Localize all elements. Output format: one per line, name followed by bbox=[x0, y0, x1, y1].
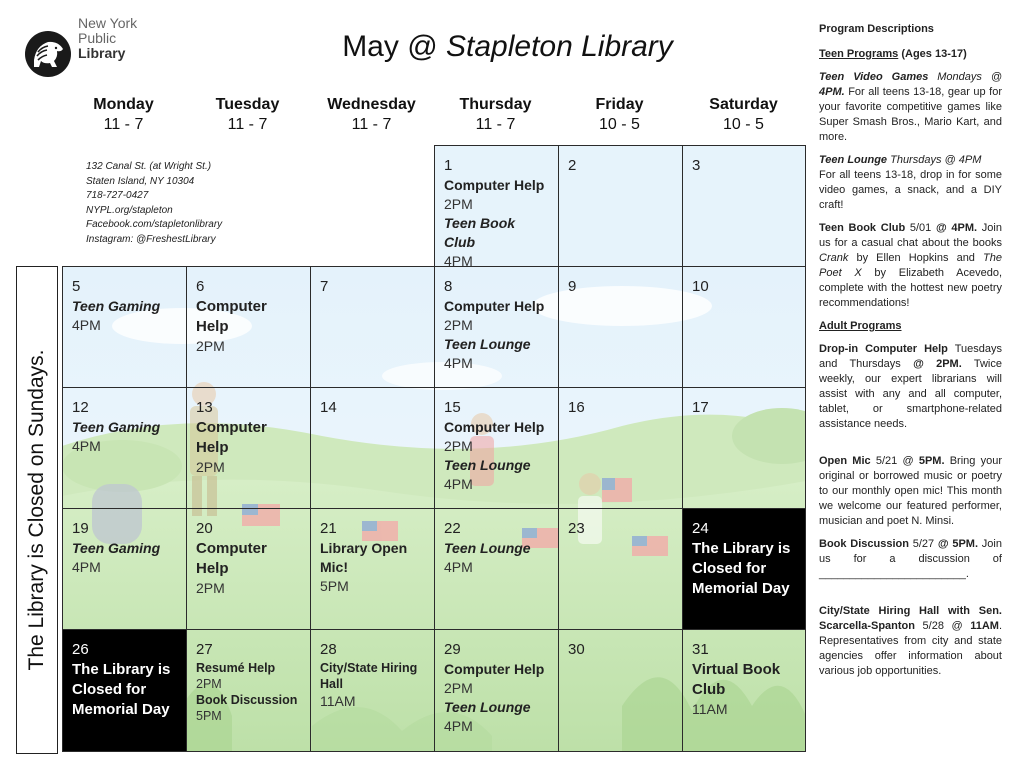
event-name: Teen Lounge bbox=[444, 699, 531, 715]
website-line: NYPL.org/stapleton bbox=[86, 204, 173, 216]
computer-help-desc bbox=[819, 342, 1002, 432]
event-name: Resumé Help bbox=[196, 661, 276, 675]
calendar-day-19 bbox=[62, 508, 187, 630]
day-name: Friday bbox=[595, 96, 644, 113]
city-line: Staten Island, NY 10304 bbox=[86, 175, 195, 187]
program-desc: Join us for a casual chat about the books bbox=[819, 222, 1002, 249]
day-name: Tuesday bbox=[215, 96, 280, 113]
program-name: Teen Video Games bbox=[819, 71, 929, 83]
nypl-logo bbox=[24, 16, 154, 78]
program-desc: For all teens 13-18, gear up for your favorite competitive games like Super Smash Bros., Mario Kart, and more. bbox=[819, 86, 1002, 143]
event-name: Computer Help bbox=[444, 298, 545, 314]
day-hours: 11 - 7 bbox=[475, 116, 516, 133]
calendar-day-12 bbox=[62, 387, 187, 509]
program-desc: Bring your original or borrowed music or poetry to our monthly open mic! This month we welcome our featured performer, musician and poet N. Minsi. bbox=[819, 455, 1002, 527]
program-date: 5/27 bbox=[908, 538, 938, 550]
day-header-wednesday bbox=[310, 95, 433, 135]
event-name: Teen Gaming bbox=[72, 419, 161, 435]
program-desc: Join us for a discussion of ________________________. bbox=[819, 538, 1002, 580]
day-number: 23 bbox=[568, 520, 585, 537]
event-time: 2PM bbox=[444, 680, 473, 696]
day-number: 16 bbox=[568, 399, 585, 416]
event-name: Library Open Mic! bbox=[320, 540, 408, 575]
page-title bbox=[200, 30, 815, 64]
closed-notice: The Library is Closed for Memorial Day bbox=[72, 661, 171, 718]
calendar-day-21 bbox=[310, 508, 435, 630]
calendar-day-3 bbox=[682, 145, 806, 267]
event-time: 2PM bbox=[444, 438, 473, 454]
logo-line-3: Library bbox=[78, 45, 126, 61]
logo-line-2: Public bbox=[78, 30, 117, 46]
event-name: Computer Help bbox=[444, 419, 545, 435]
book-title: The Poet X bbox=[819, 252, 1002, 279]
calendar-day-31 bbox=[682, 629, 806, 752]
program-name: City/State Hiring Hall with Sen. Scarcella-Spanton bbox=[819, 605, 1002, 632]
day-number: 31 bbox=[692, 641, 709, 658]
program-date: 5/01 bbox=[905, 222, 936, 234]
program-name: Teen Book Club bbox=[819, 222, 906, 234]
day-number: 10 bbox=[692, 278, 709, 295]
event-time: 11AM bbox=[692, 701, 728, 717]
calendar-day-22 bbox=[434, 508, 559, 630]
day-name: Monday bbox=[93, 96, 154, 113]
day-number: 9 bbox=[568, 278, 577, 295]
program-descriptions-sidebar bbox=[819, 22, 1002, 687]
program-name: Teen Lounge bbox=[819, 154, 888, 166]
closed-notice: The Library is Closed for Memorial Day bbox=[692, 540, 791, 597]
address-line: 132 Canal St. (at Wright St.) bbox=[86, 161, 212, 172]
day-number: 14 bbox=[320, 399, 337, 416]
event-time: 4PM bbox=[444, 718, 473, 734]
event-time: 5PM bbox=[196, 709, 222, 723]
logo-line-1: New York bbox=[78, 15, 138, 31]
calendar-day-16 bbox=[558, 387, 683, 509]
calendar-day-26 bbox=[62, 629, 187, 752]
calendar-day-29 bbox=[434, 629, 559, 752]
teen-programs-heading bbox=[819, 47, 1002, 62]
event-time: 4PM bbox=[444, 476, 473, 492]
program-name: Drop-in Computer Help bbox=[819, 343, 948, 355]
event-time: 4PM bbox=[444, 559, 473, 575]
program-desc: by Ellen Hopkins and bbox=[848, 252, 984, 264]
event-name: Teen Lounge bbox=[444, 540, 531, 556]
event-name: Teen Gaming bbox=[72, 298, 161, 314]
event-name: Computer Help bbox=[444, 661, 545, 677]
teen-book-club-desc bbox=[819, 221, 1002, 311]
event-time: 4PM bbox=[444, 253, 473, 267]
logo-wordmark bbox=[78, 16, 137, 61]
day-header-monday bbox=[62, 95, 185, 135]
day-number: 24 bbox=[692, 520, 709, 537]
day-hours: 11 - 7 bbox=[103, 116, 144, 133]
teen-video-games-desc bbox=[819, 70, 1002, 145]
day-number: 27 bbox=[196, 641, 213, 658]
calendar-day-13 bbox=[186, 387, 311, 509]
event-time: 2PM bbox=[444, 196, 473, 212]
calendar-day-2 bbox=[558, 145, 683, 267]
program-date: 5/28 @ bbox=[914, 620, 971, 632]
day-name: Wednesday bbox=[327, 96, 416, 113]
event-time: 2PM bbox=[196, 580, 225, 596]
hiring-hall-desc bbox=[819, 604, 1002, 679]
calendar-day-28 bbox=[310, 629, 435, 752]
event-name: Teen Gaming bbox=[72, 540, 161, 556]
calendar-day-17 bbox=[682, 387, 806, 509]
program-name: Book Discussion bbox=[819, 538, 909, 550]
calendar-day-20 bbox=[186, 508, 311, 630]
event-time: 2PM bbox=[196, 338, 225, 354]
day-hours: 11 - 7 bbox=[227, 116, 268, 133]
day-number: 1 bbox=[444, 157, 453, 174]
phone-line: 718-727-0427 bbox=[86, 190, 149, 201]
sunday-closed-box bbox=[16, 266, 58, 754]
day-number: 5 bbox=[72, 278, 81, 295]
event-time: 2PM bbox=[196, 459, 225, 475]
title-library-name: Stapleton Library bbox=[446, 30, 673, 63]
program-when: Mondays @ bbox=[928, 71, 1002, 83]
event-time: 4PM bbox=[72, 559, 101, 575]
program-time: 4PM. bbox=[819, 86, 845, 98]
program-desc: For all teens 13-18, drop in for some video games, a snack, and a DIY craft! bbox=[819, 169, 1002, 211]
day-header-thursday bbox=[434, 95, 557, 135]
calendar-day-5 bbox=[62, 266, 187, 388]
program-time: @ 2PM. bbox=[913, 358, 962, 370]
day-number: 17 bbox=[692, 399, 709, 416]
book-discussion-desc bbox=[819, 537, 1002, 582]
event-name: Computer Help bbox=[196, 540, 267, 577]
day-number: 19 bbox=[72, 520, 89, 537]
book-title: Crank bbox=[819, 252, 849, 264]
day-name: Thursday bbox=[459, 96, 532, 113]
program-time: 5PM. bbox=[918, 455, 945, 467]
day-number: 26 bbox=[72, 641, 89, 658]
sidebar-heading: Program Descriptions bbox=[819, 23, 934, 35]
program-when: Thursdays @ 4PM bbox=[887, 154, 982, 166]
day-number: 29 bbox=[444, 641, 461, 658]
calendar-day-24 bbox=[682, 508, 806, 630]
event-time: 11AM bbox=[320, 693, 356, 709]
event-time: 4PM bbox=[72, 317, 101, 333]
event-name: Teen Book Club bbox=[444, 215, 516, 250]
lion-logo-icon bbox=[24, 30, 72, 78]
teen-heading-text: Teen Programs bbox=[819, 48, 899, 60]
day-number: 22 bbox=[444, 520, 461, 537]
event-name: Virtual Book Club bbox=[692, 661, 781, 698]
facebook-line: Facebook.com/stapletonlibrary bbox=[86, 219, 223, 230]
day-number: 15 bbox=[444, 399, 461, 416]
calendar-day-27 bbox=[186, 629, 311, 752]
instagram-line: Instagram: @FreshestLibrary bbox=[86, 233, 216, 245]
open-mic-desc bbox=[819, 454, 1002, 529]
calendar-day-1 bbox=[434, 145, 559, 267]
event-name: Computer Help bbox=[196, 298, 267, 335]
event-name: Computer Help bbox=[444, 177, 545, 193]
day-number: 2 bbox=[568, 157, 577, 174]
event-time: 4PM bbox=[444, 355, 473, 371]
calendar-day-6 bbox=[186, 266, 311, 388]
day-header-tuesday bbox=[186, 95, 309, 135]
program-date: 5/21 @ bbox=[870, 455, 919, 467]
calendar-day-30 bbox=[558, 629, 683, 752]
program-name: Open Mic bbox=[819, 455, 871, 467]
day-hours: 10 - 5 bbox=[599, 116, 640, 133]
event-name: Computer Help bbox=[196, 419, 267, 456]
day-number: 7 bbox=[320, 278, 329, 295]
program-desc: . Representatives from city and state agencies offer information about various job opportunities. bbox=[819, 620, 1002, 677]
program-when: Tuesdays and Thursdays bbox=[819, 343, 1002, 370]
teen-ages-text: (Ages 13-17) bbox=[898, 48, 967, 60]
sunday-closed-note: The Library is Closed on Sundays. bbox=[25, 349, 48, 671]
day-number: 3 bbox=[692, 157, 701, 174]
event-name: Teen Lounge bbox=[444, 336, 531, 352]
program-desc: Twice weekly, our expert librarians will assist with any and all computer, tablet, or smartphone-related assistance needs. bbox=[819, 358, 1002, 430]
day-name: Saturday bbox=[709, 96, 778, 113]
day-number: 21 bbox=[320, 520, 337, 537]
day-number: 12 bbox=[72, 399, 89, 416]
day-hours: 10 - 5 bbox=[723, 116, 764, 133]
program-desc: by Elizabeth Acevedo, complete with the hottest new poetry recommendations! bbox=[819, 267, 1003, 309]
day-number: 8 bbox=[444, 278, 453, 295]
day-number: 13 bbox=[196, 399, 213, 416]
calendar-day-10 bbox=[682, 266, 806, 388]
teen-lounge-desc bbox=[819, 153, 1002, 213]
day-header-friday bbox=[558, 95, 681, 135]
event-name: City/State Hiring Hall bbox=[320, 661, 418, 691]
event-time: 5PM bbox=[320, 578, 349, 594]
calendar-day-23 bbox=[558, 508, 683, 630]
calendar-day-7 bbox=[310, 266, 435, 388]
calendar-day-14 bbox=[310, 387, 435, 509]
calendar-grid bbox=[62, 145, 806, 752]
event-name: Teen Lounge bbox=[444, 457, 531, 473]
day-header-saturday bbox=[682, 95, 805, 135]
calendar-day-15 bbox=[434, 387, 559, 509]
day-number: 20 bbox=[196, 520, 213, 537]
event-time: 4PM bbox=[72, 438, 101, 454]
event-time: 2PM bbox=[444, 317, 473, 333]
day-number: 30 bbox=[568, 641, 585, 658]
day-number: 6 bbox=[196, 278, 205, 295]
calendar-day-8 bbox=[434, 266, 559, 388]
title-prefix: May @ bbox=[342, 30, 446, 63]
program-time: @ 4PM. bbox=[936, 222, 978, 234]
event-name: Book Discussion bbox=[196, 693, 298, 707]
adult-programs-heading: Adult Programs bbox=[819, 320, 902, 332]
day-number: 28 bbox=[320, 641, 337, 658]
program-time: @ 5PM. bbox=[937, 538, 979, 550]
event-time: 2PM bbox=[196, 677, 222, 691]
program-time: 11AM bbox=[970, 620, 999, 632]
day-hours: 11 - 7 bbox=[351, 116, 392, 133]
calendar-day-9 bbox=[558, 266, 683, 388]
